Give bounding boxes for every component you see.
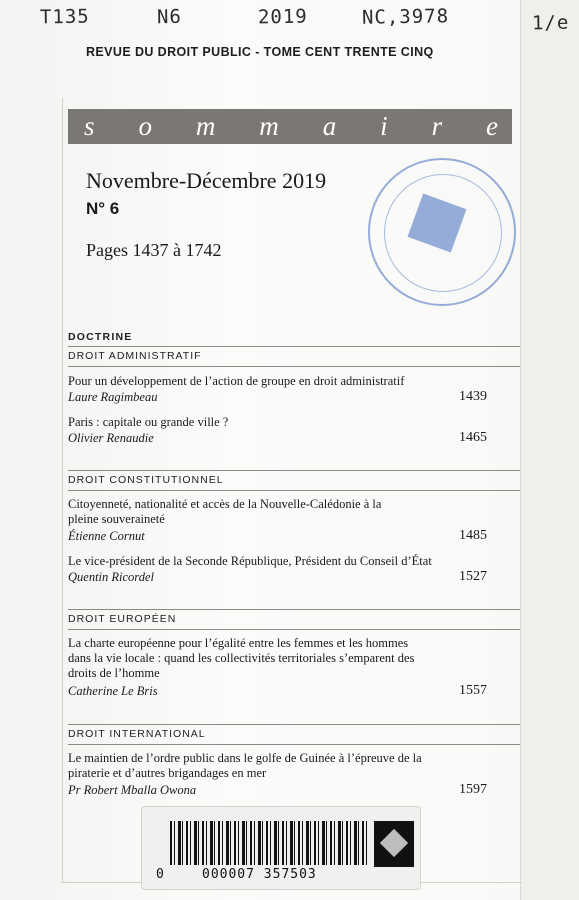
section-droit-administratif: DROIT ADMINISTRATIF (68, 350, 202, 362)
section-rule (68, 366, 520, 367)
article-page: 1439 (459, 389, 487, 404)
section-rule (68, 346, 520, 347)
article-page: 1557 (459, 683, 487, 698)
pages-range: Pages 1437 à 1742 (86, 240, 222, 260)
article-page: 1527 (459, 569, 487, 584)
left-border (62, 98, 63, 883)
article-author: Olivier Renaudie (68, 431, 154, 445)
section-rule (68, 724, 520, 725)
handwritten-acquisition: NC,3978 (361, 5, 450, 29)
banner-letter: i (380, 111, 388, 141)
article-title: Le maintien de l’ordre public dans le golfe de Guinée à l’épreuve de la piraterie et d’autres brigandages en mer (68, 751, 422, 780)
article-author: Quentin Ricordel (68, 570, 154, 584)
banner-letter: m (195, 111, 216, 141)
banner-letter: r (431, 111, 443, 141)
barcode-bars (170, 821, 370, 865)
handwritten-issue: N6 (156, 5, 183, 29)
section-rule (68, 470, 520, 471)
library-logo-icon (374, 821, 414, 867)
handwritten-year: 2019 (257, 5, 308, 29)
section-droit-europeen: DROIT EUROPÉEN (68, 613, 177, 625)
article-title: La charte européenne pour l’égalité entre les femmes et les hommes dans la vie locale : quand les collectivités territoriales s’emparent des droits de l’homme (68, 636, 415, 680)
banner-letter: s (84, 111, 95, 141)
section-rule (68, 490, 520, 491)
issue-date: Novembre-Décembre 2019 (86, 168, 327, 193)
barcode-number: 000007 357503 (202, 867, 317, 882)
sommaire-banner (68, 109, 512, 144)
barcode-sticker (141, 806, 421, 890)
handwritten-copy: 1/e (531, 11, 570, 35)
page-edge (520, 0, 579, 900)
article-author: Étienne Cornut (68, 529, 145, 543)
article-page: 1485 (459, 528, 487, 543)
section-rule (68, 609, 520, 610)
journal-title: REVUE DU DROIT PUBLIC - TOME CENT TRENTE CINQ (86, 45, 434, 59)
issue-number: N° 6 (86, 199, 120, 218)
article-author: Pr Robert Mballa Owona (68, 783, 197, 797)
section-doctrine: DOCTRINE (68, 331, 133, 343)
barcode-leading-digit: 0 (156, 867, 164, 882)
article-page: 1597 (459, 782, 487, 797)
handwritten-call-number: T135 (39, 5, 90, 29)
banner-letter: e (486, 111, 498, 141)
library-stamp (368, 158, 516, 306)
article-author: Catherine Le Bris (68, 684, 158, 698)
article-author: Laure Ragimbeau (68, 390, 158, 404)
section-droit-constitutionnel: DROIT CONSTITUTIONNEL (68, 474, 224, 486)
article-title: Citoyenneté, nationalité et accès de la Nouvelle-Calédonie à la pleine souveraineté (68, 497, 382, 526)
section-rule (68, 629, 520, 630)
article-title: Paris : capitale ou grande ville ? (68, 415, 229, 429)
section-droit-international: DROIT INTERNATIONAL (68, 728, 206, 740)
section-rule (68, 744, 520, 745)
logo-emblem (380, 829, 408, 857)
article-page: 1465 (459, 430, 487, 445)
banner-letter: m (259, 111, 279, 141)
article-title: Le vice-président de la Seconde République, Président du Conseil d’État (68, 554, 432, 568)
banner-letter: a (322, 111, 337, 141)
article-title: Pour un développement de l’action de groupe en droit administratif (68, 374, 405, 388)
banner-letter: o (138, 111, 152, 141)
